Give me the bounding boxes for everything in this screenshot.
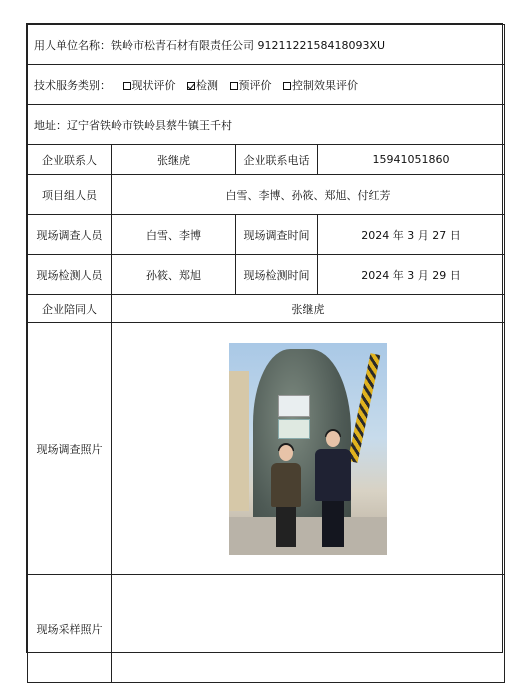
checkbox-checked-icon [187,82,195,90]
contact-phone: 15941051860 [318,145,505,175]
checkbox-pre-evaluation[interactable]: 预评价 [222,79,272,92]
unit-value: 铁岭市松青石材有限责任公司 9121122158418093XU [111,38,386,52]
team-members: 白雪、李博、孙筱、郑旭、付红芳 [112,175,505,215]
photo-person-left [269,443,303,547]
address-cell [28,105,505,145]
row-survey-photo [28,323,505,575]
checkbox-control-effect-evaluation[interactable]: 控制效果评价 [275,79,358,92]
survey-time-label: 现场调查时间 [236,215,318,255]
row-service [28,65,505,105]
record-sheet [26,23,503,653]
survey-photo-label: 现场调查照片 [28,323,112,575]
address-value: 辽宁省铁岭市铁岭县蔡牛镇王千村 [67,118,232,132]
contact-name: 张继虎 [112,145,236,175]
survey-time: 2024 年 3 月 27 日 [318,215,505,255]
unit-cell [28,25,505,65]
unit-label: 用人单位名称： [34,38,111,52]
row-address [28,105,505,145]
detection-time-label: 现场检测时间 [236,255,318,295]
row-survey [28,215,505,255]
photo-wall [229,371,249,511]
escort-name: 张继虎 [112,295,505,323]
checkbox-icon [123,82,131,90]
site-survey-photo [229,343,387,555]
escort-label: 企业陪同人 [28,295,112,323]
detection-people-label: 现场检测人员 [28,255,112,295]
survey-people-label: 现场调查人员 [28,215,112,255]
row-sample-photo [28,575,505,683]
survey-people: 白雪、李博 [112,215,236,255]
sample-photo-cell [112,575,505,683]
row-escort [28,295,505,323]
photo-plaque [278,395,310,417]
sample-photo-label: 现场采样照片 [28,575,112,683]
detection-people: 孙筱、郑旭 [112,255,236,295]
survey-photo-cell [112,323,505,575]
service-label: 技术服务类别： [34,78,111,92]
photo-person-right [313,429,353,547]
checkbox-status-evaluation[interactable]: 现状评价 [115,79,176,92]
checkbox-icon [283,82,291,90]
team-label: 项目组人员 [28,175,112,215]
contact-phone-label: 企业联系电话 [236,145,318,175]
detection-time: 2024 年 3 月 29 日 [318,255,505,295]
row-unit [28,25,505,65]
photo-ground [229,517,387,555]
row-contact [28,145,505,175]
address-label: 地址： [34,118,67,132]
row-detection [28,255,505,295]
contact-label: 企业联系人 [28,145,112,175]
checkbox-icon [230,82,238,90]
service-cell [28,65,505,105]
checkbox-detection[interactable]: 检测 [179,79,218,92]
row-team [28,175,505,215]
photo-plaque-2 [278,419,310,439]
record-table [27,24,505,683]
